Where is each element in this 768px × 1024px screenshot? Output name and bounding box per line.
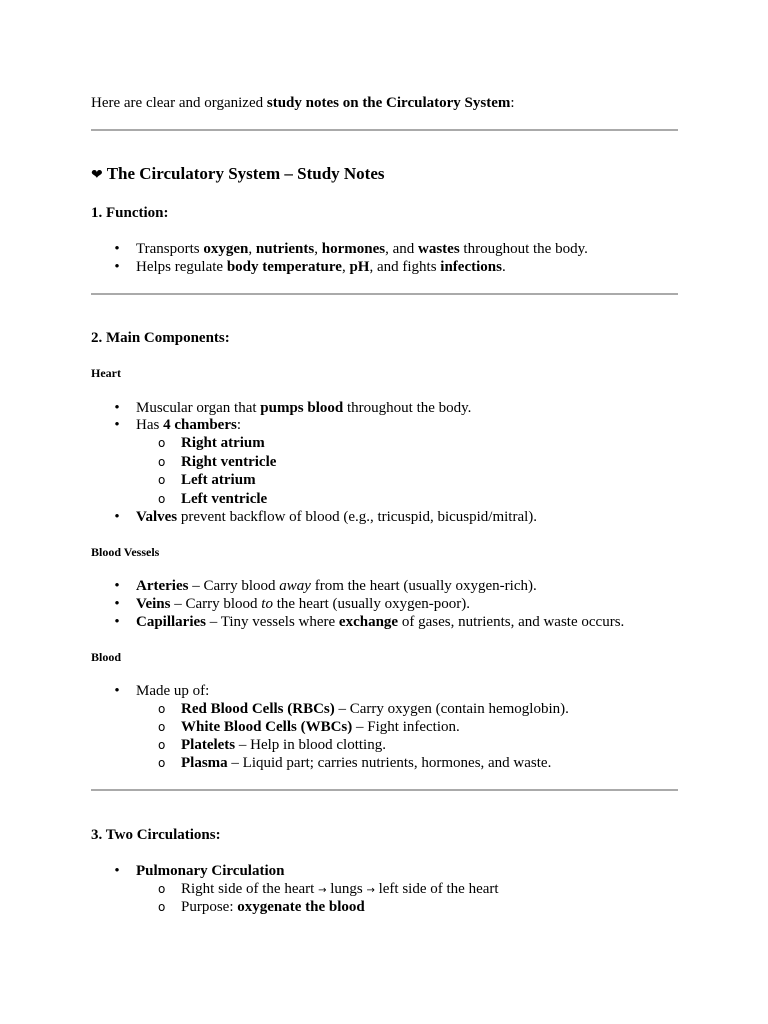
- intro-line: [91, 94, 515, 112]
- bullet-icon: •: [114, 259, 120, 275]
- bullet-icon: •: [114, 241, 120, 257]
- bullet-icon: •: [114, 400, 120, 416]
- divider: [91, 293, 678, 295]
- document-page: Here are clear and organized study notes on the Circulatory System: ❤ The Circulatory System – Study Notes 1. Function: • Transports oxygen, nutrients, hormones, and wastes throughout the body. • Helps regulate body temperature, pH, and fights infections. 2. Main Components: Heart • Muscular organ that pumps blood throughout the body. • Has 4 chambers: o Right atrium o Right ventricle o Left atrium o Left ventricle • Valves prevent backflow of blood (e.g., tricuspid, bicuspid/mitral). Blood Vessels • Arteries – Carry blood away from the heart (usually oxygen-rich). • Veins – Carry blood to the heart (usually oxygen-poor). • Capillaries – Tiny vessels where exchange of gases, nutrients, and waste occurs. Blood • Made up of: o Red Blood Cells (RBCs) – Carry oxygen (contain hemoglobin). o White Blood Cells (WBCs) – Fight infection. o Platelets – Help in blood clotting. o Plasma – Liquid part; carries nutrients, hormones, and waste. 3. Two Circulations: • Pulmonary Circulation o Right side of the heart → lungs → left side of the heart o Purpose: oxygenate the blood: [0, 0, 768, 1024]
- bullet-icon: •: [114, 509, 120, 525]
- section-heading-circulations: 3. Two Circulations:: [91, 827, 221, 843]
- arrow-right-icon: →: [318, 885, 327, 896]
- intro-text: Here are clear and organized: [91, 95, 267, 111]
- circle-bullet-icon: o: [158, 720, 166, 734]
- divider: [91, 789, 678, 791]
- circle-bullet-icon: o: [158, 756, 166, 770]
- divider: [91, 129, 678, 131]
- subheading-heart: Heart: [91, 366, 121, 380]
- subheading-blood-vessels: Blood Vessels: [91, 545, 160, 559]
- bullet-icon: •: [114, 683, 120, 699]
- bullet-icon: •: [114, 417, 120, 433]
- circle-bullet-icon: o: [158, 436, 166, 450]
- section-heading-components: 2. Main Components:: [91, 330, 230, 346]
- intro-bold: study notes on the Circulatory System: [266, 95, 511, 111]
- circle-bullet-icon: o: [158, 900, 166, 914]
- circle-bullet-icon: o: [158, 882, 166, 896]
- circle-bullet-icon: o: [158, 702, 166, 716]
- circle-bullet-icon: o: [158, 455, 166, 469]
- circle-bullet-icon: o: [158, 473, 166, 487]
- circle-bullet-icon: o: [158, 492, 166, 506]
- bullet-icon: •: [114, 614, 120, 630]
- bullet-icon: •: [114, 596, 120, 612]
- page-title: [91, 165, 385, 184]
- bullet-icon: •: [114, 578, 120, 594]
- circle-bullet-icon: o: [158, 738, 166, 752]
- heart-icon: ❤: [91, 167, 103, 183]
- section-heading-function: 1. Function:: [91, 205, 169, 221]
- subheading-blood: Blood: [91, 650, 122, 664]
- bullet-icon: •: [114, 863, 120, 879]
- intro-colon: :: [510, 95, 515, 111]
- page-title-text: The Circulatory System – Study Notes: [106, 164, 385, 183]
- arrow-right-icon: →: [366, 885, 375, 896]
